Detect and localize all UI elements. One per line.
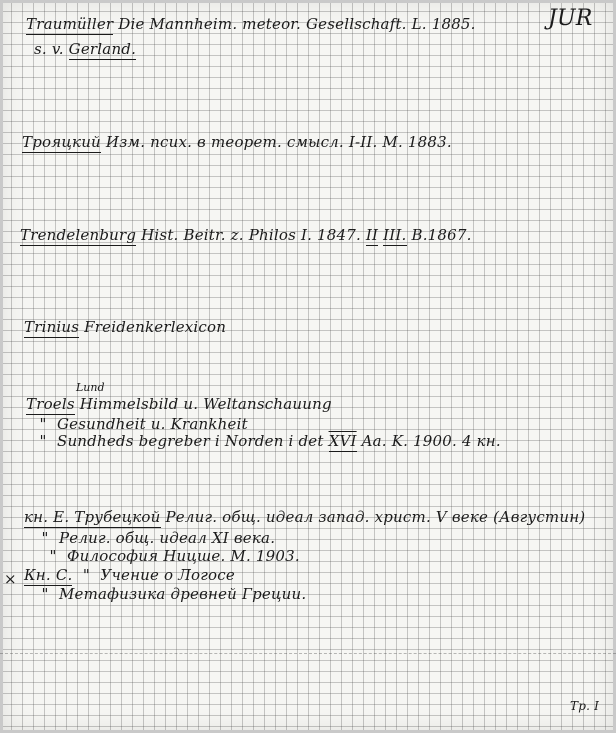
ditto-mark: " <box>82 566 90 584</box>
entry-trubetskoy-ditto-2 <box>44 549 300 564</box>
entry-traumuller <box>26 17 476 32</box>
ditto-mark: " <box>41 585 49 603</box>
entry-trubetskoy-ditto-1 <box>36 531 275 546</box>
entry-text: Die Mannheim. meteor. Gesellschaft. L. 1885. <box>118 15 476 33</box>
ditto-mark: " <box>41 529 49 547</box>
entry-prefix: Кн. С. <box>24 566 73 584</box>
entry-text-a: Hist. Beitr. z. Philos I. 1847. <box>141 226 361 244</box>
entry-trubetskoy-ditto-3 <box>24 568 235 583</box>
entry-text: Религ. общ. идеал запад. христ. V веке (Августин) <box>165 508 586 526</box>
entry-text-b: II <box>365 226 379 244</box>
entry-cont-name: Gerland. <box>68 40 137 58</box>
page-mark: Тр. I <box>570 699 600 713</box>
entry-trendelenburg <box>20 228 472 243</box>
entry-text: Учение о Логосе <box>100 566 235 584</box>
entry-author: Troels <box>26 395 75 413</box>
entry-text-d: B.1867. <box>411 226 472 244</box>
cross-mark: × <box>4 570 17 588</box>
entry-text: Религ. общ. идеал XI века. <box>58 529 276 547</box>
entry-author: Trinius <box>24 318 80 336</box>
entry-troels <box>26 397 332 412</box>
entry-trinius <box>24 320 226 335</box>
fold-line <box>0 653 616 654</box>
entry-text: Freidenkerlexicon <box>84 318 227 336</box>
entry-author: Трояцкий <box>22 133 101 151</box>
entry-author: кн. Е. Трубецкой <box>24 508 161 526</box>
entry-troels-superscript: Lund <box>76 381 105 394</box>
card-code: JUR <box>548 6 593 31</box>
ditto-mark: " <box>39 432 47 450</box>
entry-text: Изм. псих. в теорет. смысл. I-II. М. 1883. <box>105 133 452 151</box>
entry-text: Himmelsbild u. Weltanschauung <box>79 395 332 413</box>
ditto-mark: " <box>39 415 47 433</box>
entry-text-a: Sundheds begreber i Norden i det <box>56 432 324 450</box>
entry-text: Метафизика древней Греции. <box>58 585 307 603</box>
entry-troitsky <box>22 135 452 150</box>
entry-text: Философия Ницше. М. 1903. <box>66 547 300 565</box>
entry-traumuller-continuation <box>34 42 136 57</box>
entry-troels-ditto-2 <box>34 434 501 449</box>
entry-cont-prefix: s. v. <box>34 40 64 58</box>
entry-trubetskoy <box>24 510 585 525</box>
entry-numeral: $\overline{XVI}$ <box>328 432 357 450</box>
ditto-mark: " <box>49 547 57 565</box>
entry-trubetskoy-ditto-4 <box>36 587 306 602</box>
entry-author: Trendelenburg <box>20 226 137 244</box>
entry-text-c: III. <box>383 226 407 244</box>
entry-troels-ditto-1 <box>34 417 248 432</box>
entry-author: Traumüller <box>26 15 114 33</box>
entry-text: Gesundheit u. Krankheit <box>56 415 248 433</box>
entry-text-b: Aa. K. 1900. 4 кн. <box>361 432 501 450</box>
